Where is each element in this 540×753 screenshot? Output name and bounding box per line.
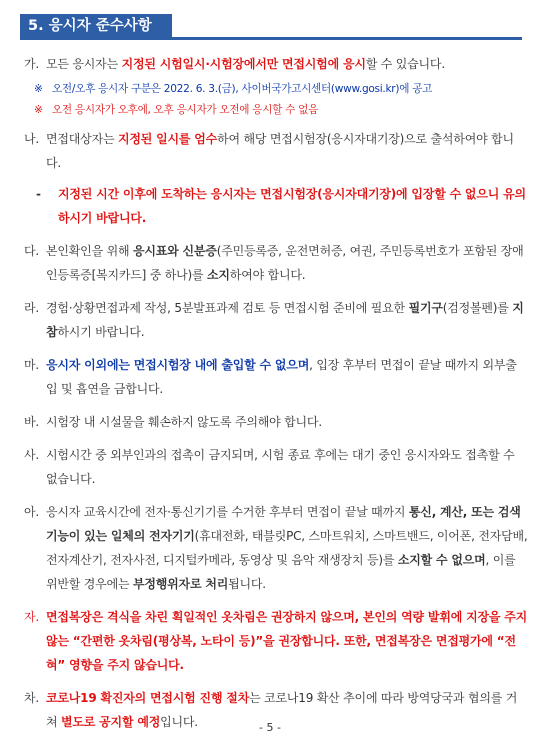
rule-text-segment: 소지 [207, 268, 230, 282]
rule-text-segment: 별도로 공지할 예정 [61, 715, 161, 729]
rule-item-na [20, 127, 528, 175]
rule-text-segment: 통신, 계산, 또는 검색 기능이 있는 일체의 전자기기 [46, 505, 521, 543]
rule-marker: 마. [24, 358, 40, 372]
rule-text-segment: 시험시간 중 외부인과의 접촉이 금지되며, 시험 종료 후에는 대기 중인 응시자와도 접촉할 수 없습니다. [46, 448, 515, 486]
rule-text-segment: 모든 응시자는 [46, 57, 122, 71]
rule-text-segment: 시험장 내 시설물을 훼손하지 않도록 주의해야 합니다. [46, 415, 322, 429]
dash-text: 지정된 시간 이후에 도착하는 응시자는 면접시험장(응시자대기장)에 입장할 수 없으니 유의하시기 바랍니다. [58, 187, 526, 225]
note-text: 오전/오후 응시자 구분은 2022. 6. 3.(금), 사이버국가고시센터(www.gosi.kr)에 공고 [52, 83, 433, 95]
page-number: - 5 - [259, 721, 281, 734]
rule-text-segment: 응시자 이외에는 면접시험장 내에 출입할 수 없으며 [46, 358, 310, 372]
note-item [20, 79, 528, 100]
rule-text-segment: 지정된 일시를 엄수 [117, 132, 218, 146]
rule-text-segment: 지참 [46, 301, 524, 339]
rule-text [46, 301, 524, 339]
rule-text-segment: 응시표와 신분증 [132, 244, 217, 258]
rule-marker: 라. [24, 301, 40, 315]
section-title-underline [20, 37, 522, 40]
rule-item-sa [20, 443, 528, 491]
rule-text-segment: 본인확인을 위해 [46, 244, 133, 258]
rule-text-segment: 하시기 바랍니다. [57, 325, 145, 339]
rule-text-segment: 부정행위자로 처리 [132, 577, 229, 591]
rule-marker: 다. [24, 244, 40, 258]
rule-item-da [20, 239, 528, 287]
rule-marker: 가. [24, 57, 40, 71]
rule-marker: 차. [24, 691, 40, 705]
rule-text-segment: (휴대전화, 태블릿PC, 스마트워치, 스마트밴드, 이어폰, 전자담배, 전자계산기, 전자사전, 디지털카메라, 동영상 및 음악 재생장치 등)를 [46, 529, 528, 567]
rule-item-a [20, 500, 528, 596]
rule-text-segment: , 이를 위반할 경우에는 [46, 553, 516, 591]
rule-text [46, 244, 524, 282]
note-item [20, 100, 528, 121]
rule-text-segment: (주민등록증, 운전면허증, 여권, 주민등록번호가 포함된 장애인등록증[복지카드] 중 하나)를 [46, 244, 524, 282]
rule-text-segment: 는 코로나19 확산 추이에 따라 방역당국과 협의를 거쳐 [46, 691, 518, 729]
rule-item-ma [20, 353, 528, 401]
rule-text-segment: 필기구 [408, 301, 443, 315]
dash-marker: - [36, 187, 41, 201]
rule-text-segment: 할 수 있습니다. [365, 57, 445, 71]
rule-text [46, 57, 445, 71]
rule-text-segment: , 입장 후부터 면접이 끝날 때까지 외부출입 및 흡연을 금합니다. [46, 358, 517, 396]
rule-item-ja [20, 605, 528, 677]
rule-marker: 바. [24, 415, 40, 429]
rule-item-ga [20, 52, 528, 76]
notes-block [20, 79, 528, 121]
note-marker: ※ [34, 104, 43, 116]
rule-text [46, 610, 527, 672]
rule-text-segment: (검정볼펜)를 [442, 301, 513, 315]
rule-text-segment: 면접대상자는 [46, 132, 118, 146]
rule-text-segment: 소지할 수 없으며 [397, 553, 486, 567]
dash-note [20, 182, 528, 230]
rule-text-segment: 응시자 교육시간에 전자·통신기기를 수거한 후부터 면접이 끝날 때까지 [46, 505, 409, 519]
rule-text-segment: 입니다. [160, 715, 198, 729]
rule-text-segment: 코로나19 확진자의 면접시험 진행 절차 [46, 691, 250, 705]
rule-marker: 자. [24, 610, 40, 624]
rule-text-segment: 하여야 합니다. [229, 268, 306, 282]
rule-marker: 아. [24, 505, 40, 519]
note-text: 오전 응시자가 오후에, 오후 응시자가 오전에 응시할 수 없음 [52, 104, 319, 116]
rule-item-ra [20, 296, 528, 344]
rule-text [46, 358, 517, 396]
section-title: 5. 응시자 준수사항 [20, 14, 172, 38]
rule-item-ba [20, 410, 528, 434]
rule-text [46, 415, 322, 429]
rule-text-segment: 하여 해당 면접시험장(응시자대기장)으로 출석하여야 합니다. [46, 132, 514, 170]
rule-text [46, 448, 515, 486]
rule-marker: 사. [24, 448, 40, 462]
rules-list [20, 52, 528, 743]
rule-text-segment: 됩니다. [228, 577, 266, 591]
rule-text-segment: 경험·상황면접과제 작성, 5분발표과제 검토 등 면접시험 준비에 필요한 [46, 301, 409, 315]
rule-text [46, 505, 528, 591]
rule-text-segment: 지정된 시험일시·시험장에서만 면접시험에 응시 [121, 57, 366, 71]
note-marker: ※ [34, 83, 43, 95]
rule-text [46, 132, 514, 170]
rule-text-segment: 면접복장은 격식을 차린 획일적인 옷차림은 권장하지 않으며, 본인의 역량 발휘에 지장을 주지 않는 “간편한 옷차림(평상복, 노타이 등)”을 권장합니다. 또한, 면접복장은 면접평가에 “전혀” 영향을 주지 않습니다. [46, 610, 528, 672]
rule-marker: 나. [24, 132, 40, 146]
